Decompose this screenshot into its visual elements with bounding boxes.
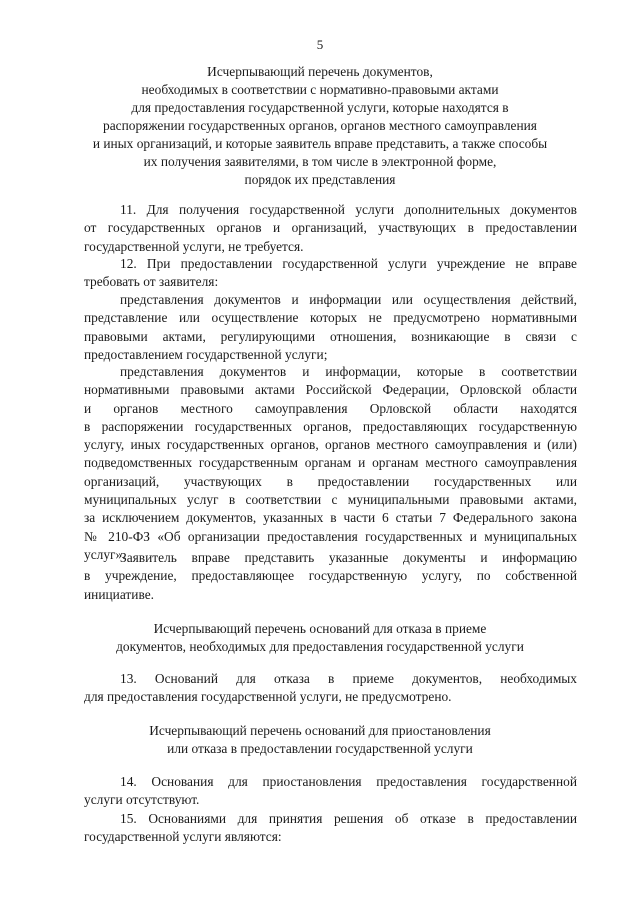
text-line: 15. Основаниями для принятия решения об отказе в предоставлении — [120, 811, 577, 826]
text-line: в учреждение, предоставляющее государственную услугу, по собственной — [84, 568, 577, 584]
heading-line: Исчерпывающий перечень оснований для приостановления — [149, 723, 491, 738]
section-heading-documents-list — [60, 63, 580, 189]
text-line: 11. Для получения государственной услуги дополнительных документов — [120, 202, 577, 217]
text-line: государственной услуги, не требуется. — [84, 238, 304, 254]
heading-line: распоряжении государственных органов, органов местного самоуправления — [103, 118, 537, 133]
text-line: предоставлением государственной услуги; — [84, 346, 328, 362]
page-number: 5 — [316, 37, 324, 52]
heading-line: порядок их представления — [244, 172, 396, 187]
text-line: для предоставления государственной услуги, не предусмотрено. — [84, 689, 452, 705]
text-line: 14. Основания для приостановления предоставления государственной — [120, 774, 577, 789]
section-heading-refusal-grounds — [60, 620, 580, 656]
text-line: услугу, иных государственных органов, органов местного самоуправления и (или) — [84, 437, 577, 453]
text-line: представления документов и информации, которые в соответствии — [120, 364, 577, 379]
paragraph-12 — [84, 255, 577, 292]
text-line: от государственных органов и организаций, участвующих в предоставлении — [84, 220, 577, 236]
text-line: услуги отсутствуют. — [84, 792, 200, 808]
text-line: представление или осуществление которых не предусмотрено нормативными — [84, 310, 577, 326]
paragraph-12-item-1 — [84, 291, 577, 364]
heading-line: их получения заявителями, в том числе в электронной форме, — [143, 154, 497, 169]
heading-line: и иных организаций, и которые заявитель вправе представить, а также способы — [92, 136, 548, 151]
text-line: Заявитель вправе представить указанные документы и информацию — [120, 550, 577, 565]
heading-line: Исчерпывающий перечень документов, — [207, 64, 433, 79]
paragraph-13 — [84, 670, 577, 707]
text-line: организаций, участвующих в предоставлении государственных или — [84, 473, 577, 489]
heading-line: необходимых в соответствии с нормативно-правовыми актами — [141, 82, 499, 97]
text-line: требовать от заявителя: — [84, 274, 219, 290]
heading-line: для предоставления государственной услуги, которые находятся в — [131, 100, 509, 115]
paragraph-14 — [84, 773, 577, 810]
text-line: нормативными правовыми актами Российской Федерации, Орловской области — [84, 382, 577, 398]
text-line: государственной услуги являются: — [84, 829, 282, 845]
heading-line: документов, необходимых для предоставления государственной услуги — [116, 639, 524, 654]
text-line: инициативе. — [84, 586, 154, 602]
text-line: 13. Оснований для отказа в приеме документов, необходимых — [120, 671, 577, 686]
text-line: 12. При предоставлении государственной услуги учреждение не вправе — [120, 256, 577, 271]
paragraph-11 — [84, 201, 577, 256]
text-line: представления документов и информации или осуществления действий, — [120, 292, 577, 307]
section-heading-suspension-grounds — [60, 722, 580, 758]
text-line: услуг». — [84, 546, 126, 562]
text-line: и органов местного самоуправления Орловской области находятся — [84, 400, 577, 416]
text-line: за исключением документов, указанных в части 6 статьи 7 Федерального закона — [84, 510, 577, 526]
paragraph-applicant-right — [84, 549, 577, 604]
text-line: в распоряжении государственных органов, предоставляющих государственную — [84, 418, 577, 434]
text-line: подведомственных государственным органам и органам местного самоуправления — [84, 455, 577, 471]
paragraph-12-item-2 — [84, 363, 577, 564]
paragraph-15 — [84, 810, 577, 847]
text-line: муниципальных услуг в соответствии с муниципальными правовыми актами, — [84, 492, 577, 508]
heading-line: или отказа в предоставлении государственной услуги — [167, 741, 473, 756]
text-line: № 210-ФЗ «Об организации предоставления государственных и муниципальных — [84, 528, 577, 544]
heading-line: Исчерпывающий перечень оснований для отказа в приеме — [153, 621, 487, 636]
text-line: правовыми актами, регулирующими отношения, возникающие в связи с — [84, 328, 577, 344]
